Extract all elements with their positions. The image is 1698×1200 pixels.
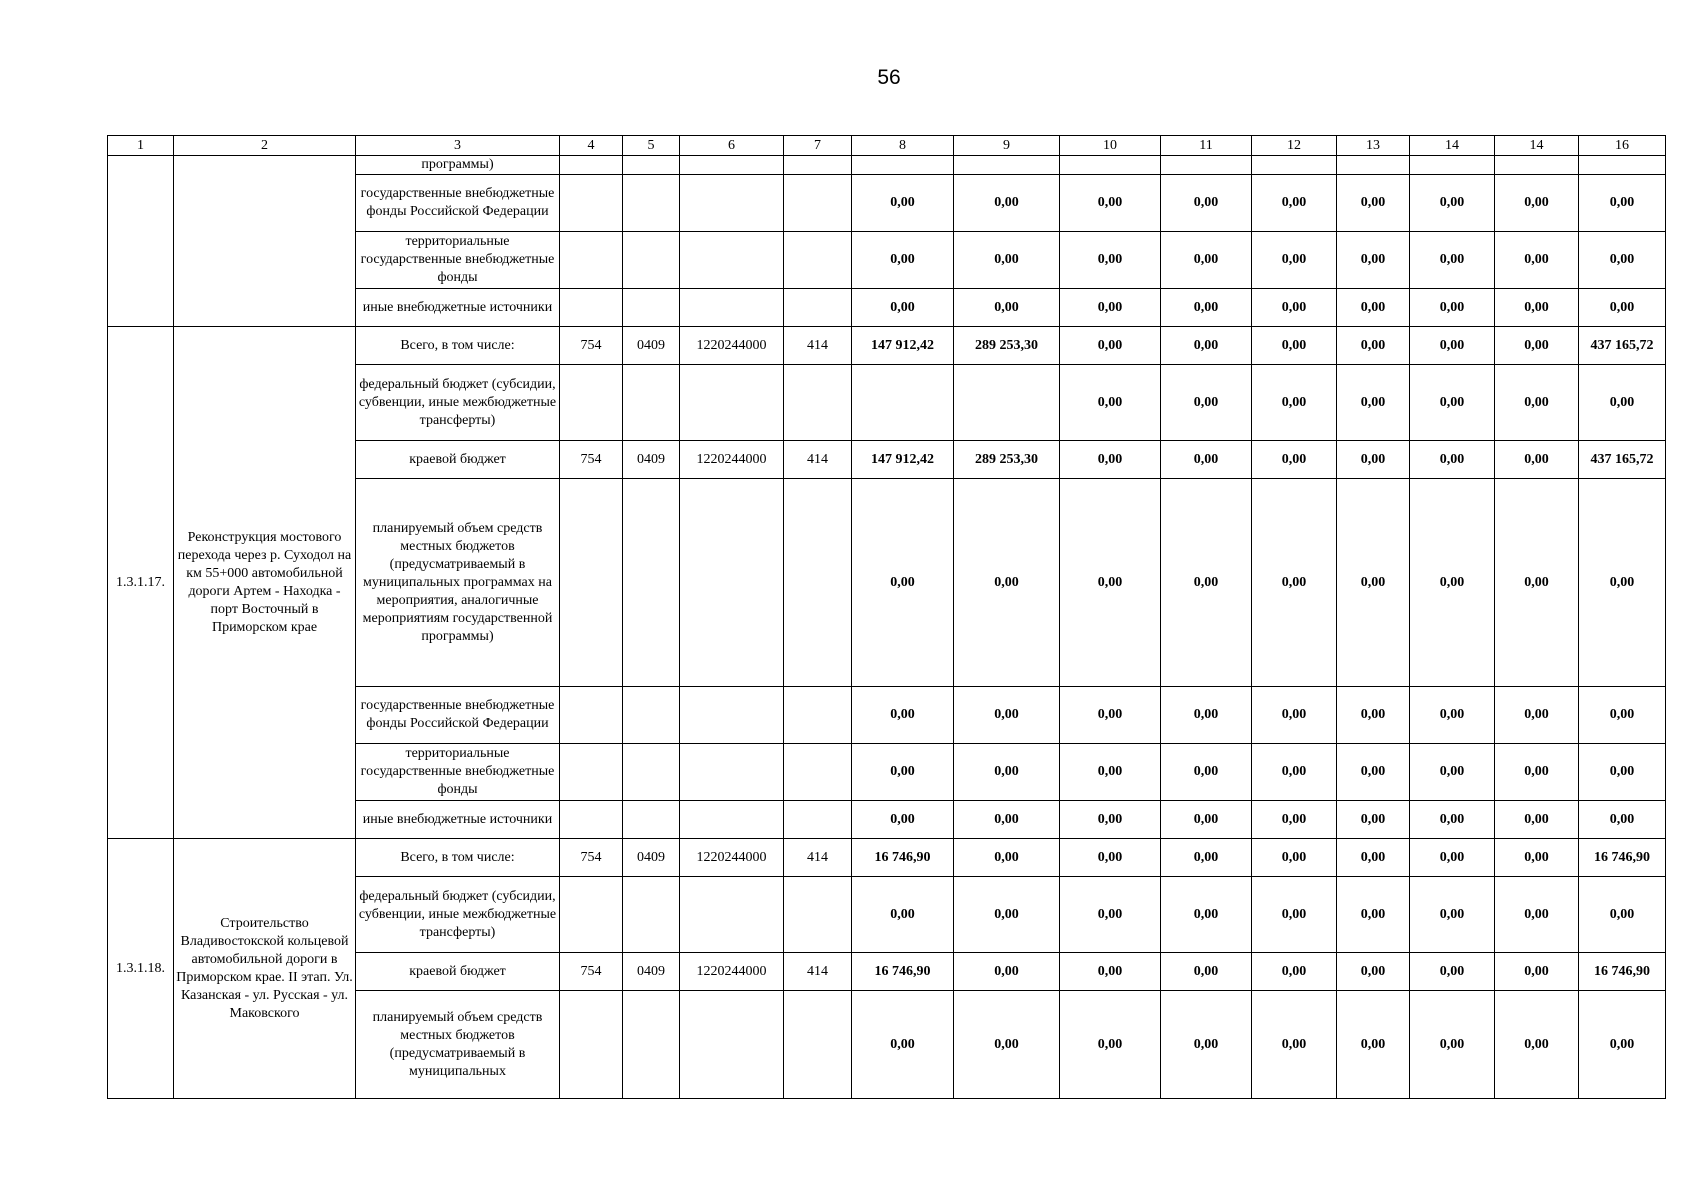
funding-source: территориальные государственные внебюджетные фонды	[356, 232, 560, 289]
expense-type-code	[784, 744, 852, 801]
amount-cell: 0,00	[1161, 441, 1252, 479]
amount-cell: 0,00	[1252, 801, 1337, 839]
expense-type-code: 414	[784, 839, 852, 877]
amount-cell: 0,00	[1252, 289, 1337, 327]
grbs-code: 754	[560, 953, 623, 991]
target-article-code	[680, 232, 784, 289]
amount-cell: 0,00	[1252, 327, 1337, 365]
expense-type-code: 414	[784, 327, 852, 365]
grbs-code	[560, 365, 623, 441]
amount-cell: 147 912,42	[852, 441, 954, 479]
amount-cell: 147 912,42	[852, 327, 954, 365]
section-code	[623, 744, 680, 801]
column-number-15: 14	[1495, 136, 1579, 156]
target-article-code	[680, 991, 784, 1099]
expense-type-code	[784, 289, 852, 327]
amount-cell: 289 253,30	[954, 327, 1060, 365]
amount-cell: 0,00	[1579, 801, 1666, 839]
amount-cell: 0,00	[1337, 365, 1410, 441]
section-code	[623, 479, 680, 687]
section-code	[623, 232, 680, 289]
amount-cell: 0,00	[1337, 289, 1410, 327]
amount-cell: 0,00	[1579, 991, 1666, 1099]
amount-cell	[1060, 156, 1161, 175]
column-number-1: 1	[108, 136, 174, 156]
funding-source: Всего, в том числе:	[356, 839, 560, 877]
amount-cell: 0,00	[1410, 801, 1495, 839]
section-code	[623, 687, 680, 744]
amount-cell: 0,00	[1495, 839, 1579, 877]
amount-cell: 0,00	[1161, 801, 1252, 839]
funding-source: программы)	[356, 156, 560, 175]
amount-cell: 0,00	[1410, 289, 1495, 327]
amount-cell: 0,00	[1252, 441, 1337, 479]
amount-cell: 0,00	[1060, 687, 1161, 744]
amount-cell: 0,00	[954, 687, 1060, 744]
column-number-14: 14	[1410, 136, 1495, 156]
expense-type-code: 414	[784, 953, 852, 991]
section-code: 0409	[623, 327, 680, 365]
amount-cell: 0,00	[1495, 175, 1579, 232]
measure-name: Строительство Владивостокской кольцевой автомобильной дороги в Приморском крае. II этап. Ул. Казанская - ул. Русская - ул. Маковского	[174, 839, 356, 1099]
amount-cell: 0,00	[852, 877, 954, 953]
table-row	[108, 156, 1666, 175]
measure-name: Реконструкция мостового перехода через р. Суходол на км 55+000 автомобильной дороги Артем - Находка - порт Восточный в Приморском крае	[174, 327, 356, 839]
amount-cell: 437 165,72	[1579, 441, 1666, 479]
amount-cell: 0,00	[1495, 687, 1579, 744]
amount-cell: 0,00	[1060, 991, 1161, 1099]
column-number-5: 5	[623, 136, 680, 156]
amount-cell: 0,00	[1161, 175, 1252, 232]
amount-cell: 0,00	[1337, 744, 1410, 801]
grbs-code	[560, 744, 623, 801]
grbs-code: 754	[560, 327, 623, 365]
column-number-12: 12	[1252, 136, 1337, 156]
grbs-code	[560, 289, 623, 327]
amount-cell: 0,00	[1495, 991, 1579, 1099]
amount-cell: 0,00	[954, 877, 1060, 953]
amount-cell: 0,00	[852, 687, 954, 744]
amount-cell: 0,00	[1579, 744, 1666, 801]
amount-cell: 0,00	[1410, 687, 1495, 744]
target-article-code	[680, 687, 784, 744]
amount-cell: 0,00	[1410, 953, 1495, 991]
amount-cell: 0,00	[1337, 991, 1410, 1099]
amount-cell: 0,00	[1410, 991, 1495, 1099]
column-number-2: 2	[174, 136, 356, 156]
amount-cell: 0,00	[1161, 877, 1252, 953]
target-article-code	[680, 801, 784, 839]
expense-type-code	[784, 232, 852, 289]
target-article-code	[680, 156, 784, 175]
column-number-4: 4	[560, 136, 623, 156]
amount-cell: 0,00	[1579, 365, 1666, 441]
amount-cell: 0,00	[954, 953, 1060, 991]
amount-cell: 0,00	[1410, 441, 1495, 479]
grbs-code	[560, 801, 623, 839]
page-number: 56	[877, 66, 901, 89]
target-article-code	[680, 289, 784, 327]
funding-source: территориальные государственные внебюджетные фонды	[356, 744, 560, 801]
amount-cell: 0,00	[1495, 441, 1579, 479]
grbs-code	[560, 156, 623, 175]
grbs-code	[560, 877, 623, 953]
amount-cell: 0,00	[1410, 877, 1495, 953]
target-article-code: 1220244000	[680, 839, 784, 877]
amount-cell: 0,00	[1337, 479, 1410, 687]
funding-source: иные внебюджетные источники	[356, 801, 560, 839]
target-article-code	[680, 877, 784, 953]
amount-cell	[954, 365, 1060, 441]
amount-cell: 0,00	[1161, 479, 1252, 687]
amount-cell: 0,00	[1161, 687, 1252, 744]
amount-cell: 0,00	[1161, 365, 1252, 441]
amount-cell: 0,00	[1060, 232, 1161, 289]
funding-source: планируемый объем средств местных бюджетов (предусматриваемый в муниципальных	[356, 991, 560, 1099]
amount-cell: 0,00	[954, 801, 1060, 839]
amount-cell: 0,00	[1161, 839, 1252, 877]
funding-source: государственные внебюджетные фонды Российской Федерации	[356, 175, 560, 232]
table-row	[108, 839, 1666, 877]
amount-cell: 0,00	[1337, 801, 1410, 839]
amount-cell: 0,00	[1252, 365, 1337, 441]
amount-cell: 0,00	[1410, 365, 1495, 441]
amount-cell: 0,00	[1161, 327, 1252, 365]
section-code	[623, 175, 680, 232]
expense-type-code	[784, 687, 852, 744]
amount-cell: 0,00	[1060, 365, 1161, 441]
amount-cell: 0,00	[1495, 801, 1579, 839]
amount-cell: 0,00	[954, 839, 1060, 877]
amount-cell: 0,00	[1495, 327, 1579, 365]
amount-cell: 0,00	[1060, 839, 1161, 877]
amount-cell: 0,00	[852, 991, 954, 1099]
grbs-code: 754	[560, 839, 623, 877]
amount-cell: 0,00	[1337, 687, 1410, 744]
amount-cell: 0,00	[954, 175, 1060, 232]
amount-cell: 0,00	[1410, 839, 1495, 877]
funding-source: федеральный бюджет (субсидии, субвенции, иные межбюджетные трансферты)	[356, 365, 560, 441]
amount-cell: 0,00	[1252, 687, 1337, 744]
section-code	[623, 365, 680, 441]
amount-cell: 0,00	[1579, 877, 1666, 953]
amount-cell: 0,00	[1495, 744, 1579, 801]
amount-cell: 0,00	[852, 175, 954, 232]
expense-type-code	[784, 156, 852, 175]
amount-cell: 0,00	[1252, 232, 1337, 289]
expense-type-code	[784, 479, 852, 687]
section-code: 0409	[623, 953, 680, 991]
amount-cell: 0,00	[1410, 175, 1495, 232]
amount-cell: 0,00	[1337, 953, 1410, 991]
amount-cell: 0,00	[1161, 289, 1252, 327]
column-number-6: 6	[680, 136, 784, 156]
section-code	[623, 877, 680, 953]
amount-cell: 289 253,30	[954, 441, 1060, 479]
amount-cell: 0,00	[954, 232, 1060, 289]
expense-type-code	[784, 175, 852, 232]
column-number-9: 9	[954, 136, 1060, 156]
amount-cell: 0,00	[1252, 991, 1337, 1099]
amount-cell: 0,00	[1579, 232, 1666, 289]
amount-cell: 16 746,90	[852, 839, 954, 877]
budget-table	[107, 135, 1666, 1099]
amount-cell: 0,00	[852, 744, 954, 801]
amount-cell: 0,00	[1495, 953, 1579, 991]
grbs-code	[560, 687, 623, 744]
amount-cell: 0,00	[852, 232, 954, 289]
amount-cell: 0,00	[1252, 877, 1337, 953]
amount-cell: 0,00	[1337, 441, 1410, 479]
amount-cell: 0,00	[1337, 839, 1410, 877]
funding-source: планируемый объем средств местных бюджетов (предусматриваемый в муниципальных программах на мероприятия, аналогичные мероприятиям государственной программы)	[356, 479, 560, 687]
column-number-16: 16	[1579, 136, 1666, 156]
amount-cell: 16 746,90	[1579, 953, 1666, 991]
column-number-10: 10	[1060, 136, 1161, 156]
amount-cell: 0,00	[1161, 232, 1252, 289]
measure-index	[108, 156, 174, 327]
target-article-code: 1220244000	[680, 327, 784, 365]
amount-cell: 0,00	[1060, 289, 1161, 327]
column-number-13: 13	[1337, 136, 1410, 156]
amount-cell: 437 165,72	[1579, 327, 1666, 365]
amount-cell: 0,00	[1410, 744, 1495, 801]
amount-cell: 0,00	[1060, 953, 1161, 991]
amount-cell: 0,00	[1161, 953, 1252, 991]
amount-cell: 0,00	[954, 991, 1060, 1099]
grbs-code	[560, 991, 623, 1099]
amount-cell: 0,00	[1579, 175, 1666, 232]
amount-cell: 0,00	[1252, 953, 1337, 991]
funding-source: краевой бюджет	[356, 953, 560, 991]
column-number-8: 8	[852, 136, 954, 156]
grbs-code	[560, 232, 623, 289]
amount-cell: 0,00	[1495, 877, 1579, 953]
measure-index: 1.3.1.18.	[108, 839, 174, 1099]
table-row	[108, 327, 1666, 365]
amount-cell: 0,00	[1060, 801, 1161, 839]
funding-source: федеральный бюджет (субсидии, субвенции, иные межбюджетные трансферты)	[356, 877, 560, 953]
amount-cell: 16 746,90	[852, 953, 954, 991]
amount-cell: 0,00	[1060, 744, 1161, 801]
measure-index: 1.3.1.17.	[108, 327, 174, 839]
amount-cell: 0,00	[1161, 744, 1252, 801]
amount-cell: 0,00	[852, 479, 954, 687]
target-article-code	[680, 744, 784, 801]
section-code	[623, 991, 680, 1099]
amount-cell	[1252, 156, 1337, 175]
amount-cell: 0,00	[1060, 479, 1161, 687]
expense-type-code	[784, 801, 852, 839]
funding-source: Всего, в том числе:	[356, 327, 560, 365]
amount-cell: 0,00	[1060, 877, 1161, 953]
target-article-code: 1220244000	[680, 441, 784, 479]
amount-cell: 0,00	[1252, 839, 1337, 877]
amount-cell: 0,00	[1495, 289, 1579, 327]
funding-source: иные внебюджетные источники	[356, 289, 560, 327]
amount-cell: 0,00	[1579, 687, 1666, 744]
section-code	[623, 289, 680, 327]
amount-cell: 0,00	[1410, 479, 1495, 687]
target-article-code	[680, 365, 784, 441]
amount-cell: 0,00	[1337, 175, 1410, 232]
amount-cell: 0,00	[954, 744, 1060, 801]
amount-cell	[1161, 156, 1252, 175]
section-code	[623, 801, 680, 839]
grbs-code: 754	[560, 441, 623, 479]
amount-cell: 0,00	[1410, 327, 1495, 365]
column-number-3: 3	[356, 136, 560, 156]
amount-cell	[1410, 156, 1495, 175]
amount-cell	[852, 156, 954, 175]
amount-cell: 0,00	[1252, 479, 1337, 687]
amount-cell: 0,00	[1337, 327, 1410, 365]
expense-type-code	[784, 365, 852, 441]
amount-cell: 0,00	[852, 801, 954, 839]
funding-source: краевой бюджет	[356, 441, 560, 479]
amount-cell: 0,00	[954, 289, 1060, 327]
amount-cell: 0,00	[1060, 441, 1161, 479]
amount-cell: 0,00	[1410, 232, 1495, 289]
amount-cell: 0,00	[1252, 744, 1337, 801]
section-code	[623, 156, 680, 175]
amount-cell	[1337, 156, 1410, 175]
amount-cell: 0,00	[1060, 175, 1161, 232]
measure-name	[174, 156, 356, 327]
expense-type-code	[784, 877, 852, 953]
amount-cell: 0,00	[1495, 232, 1579, 289]
amount-cell: 0,00	[1161, 991, 1252, 1099]
amount-cell	[1495, 156, 1579, 175]
amount-cell	[1579, 156, 1666, 175]
grbs-code	[560, 175, 623, 232]
amount-cell: 16 746,90	[1579, 839, 1666, 877]
amount-cell: 0,00	[1337, 877, 1410, 953]
amount-cell: 0,00	[1579, 479, 1666, 687]
amount-cell: 0,00	[1495, 479, 1579, 687]
target-article-code: 1220244000	[680, 953, 784, 991]
amount-cell: 0,00	[1060, 327, 1161, 365]
amount-cell: 0,00	[1252, 175, 1337, 232]
section-code: 0409	[623, 441, 680, 479]
section-code: 0409	[623, 839, 680, 877]
column-number-11: 11	[1161, 136, 1252, 156]
funding-source: государственные внебюджетные фонды Российской Федерации	[356, 687, 560, 744]
amount-cell: 0,00	[1337, 232, 1410, 289]
target-article-code	[680, 479, 784, 687]
expense-type-code	[784, 991, 852, 1099]
grbs-code	[560, 479, 623, 687]
amount-cell: 0,00	[852, 289, 954, 327]
table-header-row	[108, 136, 1666, 156]
amount-cell: 0,00	[1579, 289, 1666, 327]
expense-type-code: 414	[784, 441, 852, 479]
amount-cell	[852, 365, 954, 441]
amount-cell: 0,00	[954, 479, 1060, 687]
amount-cell	[954, 156, 1060, 175]
target-article-code	[680, 175, 784, 232]
column-number-7: 7	[784, 136, 852, 156]
amount-cell: 0,00	[1495, 365, 1579, 441]
